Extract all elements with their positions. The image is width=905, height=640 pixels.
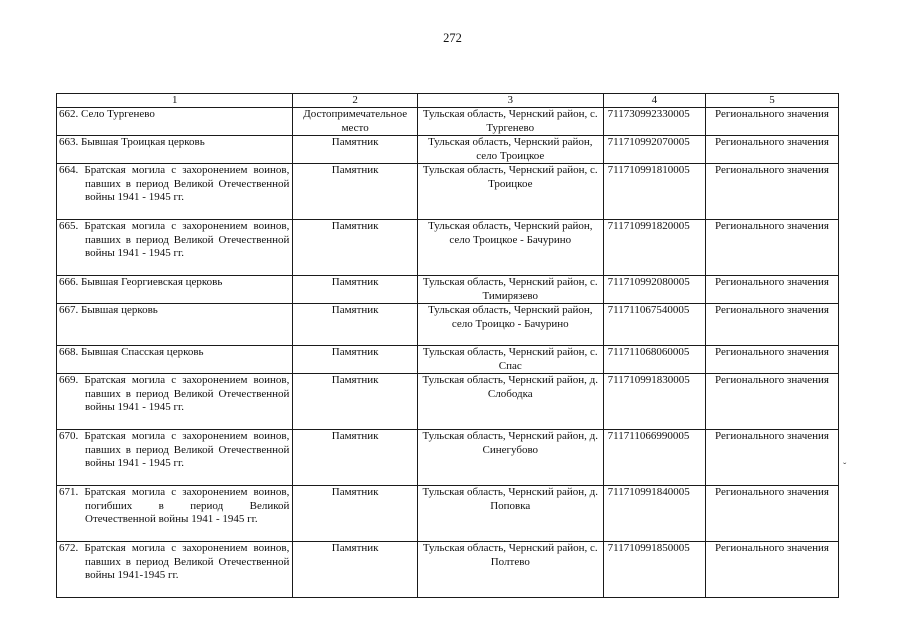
object-type-cell: Памятник (293, 430, 418, 486)
object-type-cell: Памятник (293, 304, 418, 346)
scan-mark: ˇ (843, 462, 847, 473)
column-header-5: 5 (706, 94, 839, 108)
object-name-cell: 668. Бывшая Спасская церковь (57, 346, 293, 374)
table-row (57, 220, 839, 276)
address-cell: Тульская область, Чернский район, село Троицкое (417, 136, 603, 164)
column-header-4: 4 (603, 94, 705, 108)
table-body (57, 108, 839, 598)
significance-cell: Регионального значения (706, 304, 839, 346)
heritage-registry-table (56, 93, 839, 598)
registry-code-cell: 711711067540005 (603, 304, 705, 346)
object-name-cell: 664. Братская могила с захоронением воинов, павших в период Великой Отечественной войны 1941 - 1945 гг. (57, 164, 293, 220)
significance-cell: Регионального значения (706, 486, 839, 542)
address-cell: Тульская область, Чернский район, д. Слободка (417, 374, 603, 430)
address-cell: Тульская область, Чернский район, село Троицкое - Бачурино (417, 220, 603, 276)
significance-cell: Регионального значения (706, 542, 839, 598)
significance-cell: Регионального значения (706, 430, 839, 486)
table-row (57, 164, 839, 220)
page-number: 272 (443, 31, 462, 45)
object-name-cell: 663. Бывшая Троицкая церковь (57, 136, 293, 164)
column-header-1: 1 (57, 94, 293, 108)
object-type-cell: Памятник (293, 374, 418, 430)
registry-code-cell: 711711068060005 (603, 346, 705, 374)
table-row (57, 136, 839, 164)
registry-code-cell: 711710992080005 (603, 276, 705, 304)
significance-cell: Регионального значения (706, 220, 839, 276)
object-name-cell: 662. Село Тургенево (57, 108, 293, 136)
object-name-cell: 671. Братская могила с захоронением воинов, погибших в период Великой Отечественной войны 1941 - 1945 гг. (57, 486, 293, 542)
object-type-cell: Памятник (293, 542, 418, 598)
significance-cell: Регионального значения (706, 136, 839, 164)
object-name-cell: 667. Бывшая церковь (57, 304, 293, 346)
column-header-3: 3 (417, 94, 603, 108)
object-name-cell: 669. Братская могила с захоронением воинов, павших в период Великой Отечественной войны 1941 - 1945 гг. (57, 374, 293, 430)
object-type-cell: Памятник (293, 486, 418, 542)
table-row (57, 276, 839, 304)
address-cell: Тульская область, Чернский район, с. Троицкое (417, 164, 603, 220)
table-row (57, 374, 839, 430)
address-cell: Тульская область, Чернский район, д. Синегубово (417, 430, 603, 486)
object-type-cell: Памятник (293, 136, 418, 164)
object-name-cell: 672. Братская могила с захоронением воинов, павших в период Великой Отечественной войны 1941-1945 гг. (57, 542, 293, 598)
object-type-cell: Памятник (293, 276, 418, 304)
address-cell: Тульская область, Чернский район, с. Тургенево (417, 108, 603, 136)
table-row (57, 346, 839, 374)
address-cell: Тульская область, Чернский район, с. Тимирязево (417, 276, 603, 304)
registry-code-cell: 711710991810005 (603, 164, 705, 220)
address-cell: Тульская область, Чернский район, с. Спас (417, 346, 603, 374)
significance-cell: Регионального значения (706, 164, 839, 220)
significance-cell: Регионального значения (706, 276, 839, 304)
object-name-cell: 665. Братская могила с захоронением воинов, павших в период Великой Отечественной войны 1941 - 1945 гг. (57, 220, 293, 276)
registry-code-cell: 711710992070005 (603, 136, 705, 164)
registry-code-cell: 711710991820005 (603, 220, 705, 276)
object-type-cell: Памятник (293, 220, 418, 276)
object-name-cell: 670. Братская могила с захоронением воинов, павших в период Великой Отечественной войны 1941 - 1945 гг. (57, 430, 293, 486)
table-row (57, 486, 839, 542)
registry-code-cell: 711710991840005 (603, 486, 705, 542)
table-row (57, 430, 839, 486)
object-type-cell: Достопримечательное место (293, 108, 418, 136)
object-type-cell: Памятник (293, 164, 418, 220)
registry-code-cell: 711710991830005 (603, 374, 705, 430)
significance-cell: Регионального значения (706, 108, 839, 136)
significance-cell: Регионального значения (706, 374, 839, 430)
object-name-cell: 666. Бывшая Георгиевская церковь (57, 276, 293, 304)
table-row (57, 108, 839, 136)
address-cell: Тульская область, Чернский район, с. Полтево (417, 542, 603, 598)
registry-code-cell: 711730992330005 (603, 108, 705, 136)
object-type-cell: Памятник (293, 346, 418, 374)
address-cell: Тульская область, Чернский район, д. Поповка (417, 486, 603, 542)
significance-cell: Регионального значения (706, 346, 839, 374)
column-header-2: 2 (293, 94, 418, 108)
address-cell: Тульская область, Чернский район, село Троицко - Бачурино (417, 304, 603, 346)
table-row (57, 304, 839, 346)
table-row (57, 542, 839, 598)
registry-code-cell: 711711066990005 (603, 430, 705, 486)
registry-code-cell: 711710991850005 (603, 542, 705, 598)
table-header-row (57, 94, 839, 108)
